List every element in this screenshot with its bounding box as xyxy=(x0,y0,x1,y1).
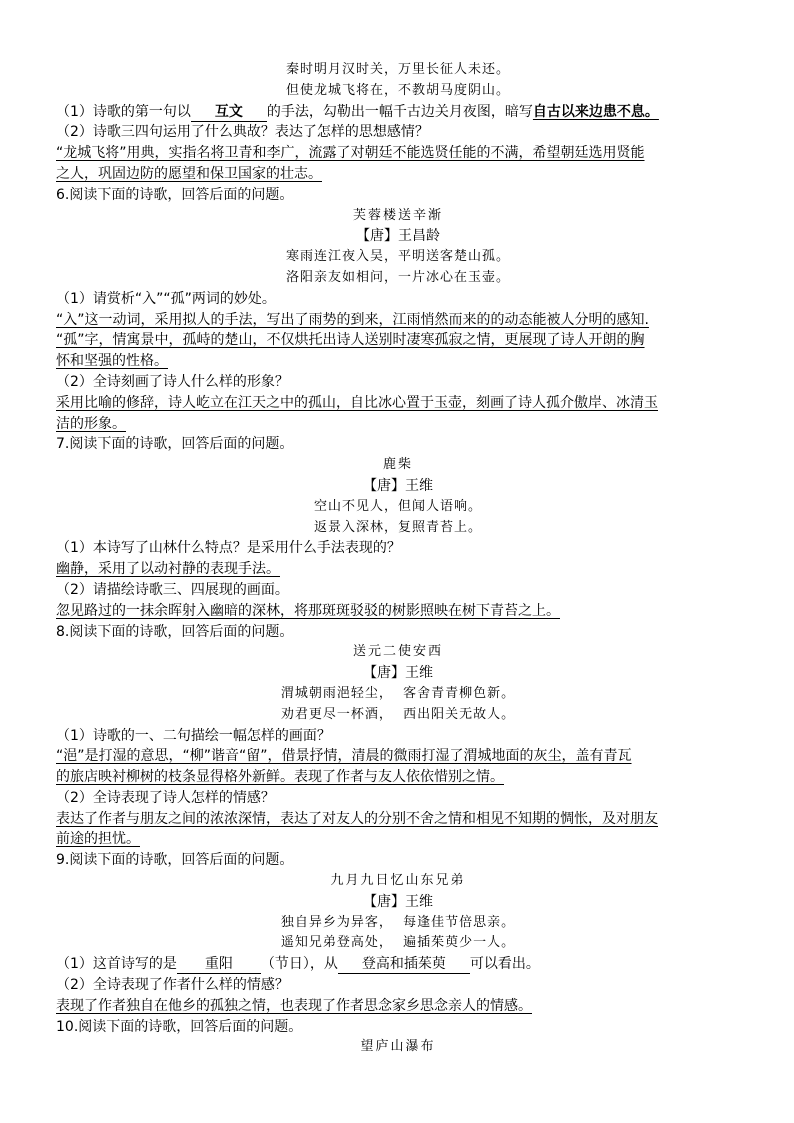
poem-line: 独自异乡为异客， 每逢佳节倍思亲。 xyxy=(280,914,516,930)
answer-text: 洁的形象。 xyxy=(56,415,126,432)
question-text: （2）全诗刻画了诗人什么样的形象？ xyxy=(56,373,289,390)
question-text: （1）这首诗写的是 xyxy=(56,956,177,973)
question-heading: 10.阅读下面的诗歌，回答后面的问题。 xyxy=(56,1018,303,1035)
poem-title: 芙蓉楼送辛渐 xyxy=(352,207,443,223)
poem-author: 【唐】王维 xyxy=(363,893,433,910)
poem-author: 【唐】王维 xyxy=(363,477,433,494)
poem-line: 遥知兄弟登高处， 遍插茱萸少一人。 xyxy=(280,935,516,951)
question-text: （2）请描绘诗歌三、四展现的画面。 xyxy=(56,581,289,598)
answer-text: 忽见路过的一抹余晖射入幽暗的深林，将那斑斑驳驳的树影照映在树下青苔之上。 xyxy=(56,602,560,619)
question-fill-blank xyxy=(56,954,740,975)
question-text: （节日），从 xyxy=(260,956,338,973)
poem-title: 鹿柴 xyxy=(382,457,413,473)
question-text: （2）全诗表现了诗人怎样的情感？ xyxy=(56,789,275,806)
poem-line: 洛阳亲友如相问，一片冰心在玉壶。 xyxy=(285,269,510,285)
question-text: （1）请赏析“入”“孤”两词的妙处。 xyxy=(56,290,276,307)
poem-line: 渭城朝雨浥轻尘， 客舍青青柳色新。 xyxy=(280,685,516,701)
question-text: （1）本诗写了山林什么特点？是采用什么手法表现的？ xyxy=(56,540,401,557)
poem-author: 【唐】王维 xyxy=(363,665,433,682)
poem-author: 【唐】王昌龄 xyxy=(356,228,440,245)
answer-text: 自古以来边患不息。 xyxy=(532,103,659,120)
answer-text: 前途的担忧。 xyxy=(56,831,140,848)
answer-blank: 登高和插茱萸 xyxy=(338,956,470,974)
poem-title: 九月九日忆山东兄弟 xyxy=(330,873,466,889)
question-text: 可以看出。 xyxy=(469,956,540,973)
poem-line: 秦时明月汉时关，万里长征人未还。 xyxy=(285,62,510,77)
question-text: （1）诗歌的一、二句描绘一幅怎样的画面？ xyxy=(56,727,331,744)
question-heading: 6.阅读下面的诗歌，回答后面的问题。 xyxy=(56,186,294,203)
poem-line: 返景入深林，复照青苔上。 xyxy=(313,519,482,535)
answer-text: “龙城飞将”用典，实指名将卫青和李广，流露了对朝廷不能选贤任能的不满，希望朝廷选用贤能 xyxy=(56,145,645,162)
question-heading: 8.阅读下面的诗歌，回答后面的问题。 xyxy=(56,623,294,640)
poem-line: 劝君更尽一杯酒， 西出阳关无故人。 xyxy=(280,706,516,722)
question-heading: 7.阅读下面的诗歌，回答后面的问题。 xyxy=(56,436,294,453)
question-text: （2）诗歌三四句运用了什么典故？表达了怎样的思想感情？ xyxy=(56,124,429,141)
answer-text: 之人，巩固边防的愿望和保卫国家的壮志。 xyxy=(56,165,322,182)
poem-line: 空山不见人，但闻人语响。 xyxy=(313,498,482,514)
answer-text: 表现了作者独自在他乡的孤独之情，也表现了作者思念家乡思念亲人的情感。 xyxy=(56,997,532,1014)
question-text: 的手法，勾勒出一幅千古边关月夜图，暗写 xyxy=(266,103,533,120)
answer-text: 幽静，采用了以动衬静的表现手法。 xyxy=(56,561,280,578)
answer-text: “浥”是打湿的意思，“柳”谐音“留”，借景抒情，清晨的微雨打湿了渭城地面的灰尘，盖有青瓦 xyxy=(56,748,632,765)
answer-text: 表达了作者与朋友之间的浓浓深情，表达了对友人的分别不舍之情和相见不知期的惆怅，及对朋友 xyxy=(56,810,658,827)
question-fill-blank xyxy=(56,102,740,123)
poem-line: 但使龙城飞将在，不教胡马度阴山。 xyxy=(285,82,510,98)
question-text: （1）诗歌的第一句以 xyxy=(56,103,191,120)
answer-text: 采用比喻的修辞，诗人屹立在江天之中的孤山，自比冰心置于玉壶，刻画了诗人孤介傲岸、冰清玉 xyxy=(56,394,658,411)
question-text: （2）全诗表现了作者什么样的情感？ xyxy=(56,977,289,994)
poem-title: 送元二使安西 xyxy=(352,644,443,660)
answer-text: “孤”字，情寓景中，孤峙的楚山，不仅烘托出诗人送别时凄寒孤寂之情，更展现了诗人开朗的胸 xyxy=(56,332,645,349)
answer-blank: 互文 xyxy=(191,104,267,122)
question-heading: 9.阅读下面的诗歌，回答后面的问题。 xyxy=(56,852,294,869)
answer-text: 怀和坚强的性格。 xyxy=(56,353,168,370)
poem-title: 望庐山瀑布 xyxy=(360,1039,436,1055)
worksheet-page xyxy=(56,60,740,1058)
answer-text: “入”这一动词，采用拟人的手法，写出了雨势的到来，江雨悄然而来的的动态能被人分明的感知. xyxy=(56,311,649,328)
answer-text: 的旅店映衬柳树的枝条显得格外新鲜。表现了作者与友人依依惜别之情。 xyxy=(56,769,504,786)
poem-line: 寒雨连江夜入吴，平明送客楚山孤。 xyxy=(285,249,510,265)
answer-blank: 重阳 xyxy=(177,956,261,974)
